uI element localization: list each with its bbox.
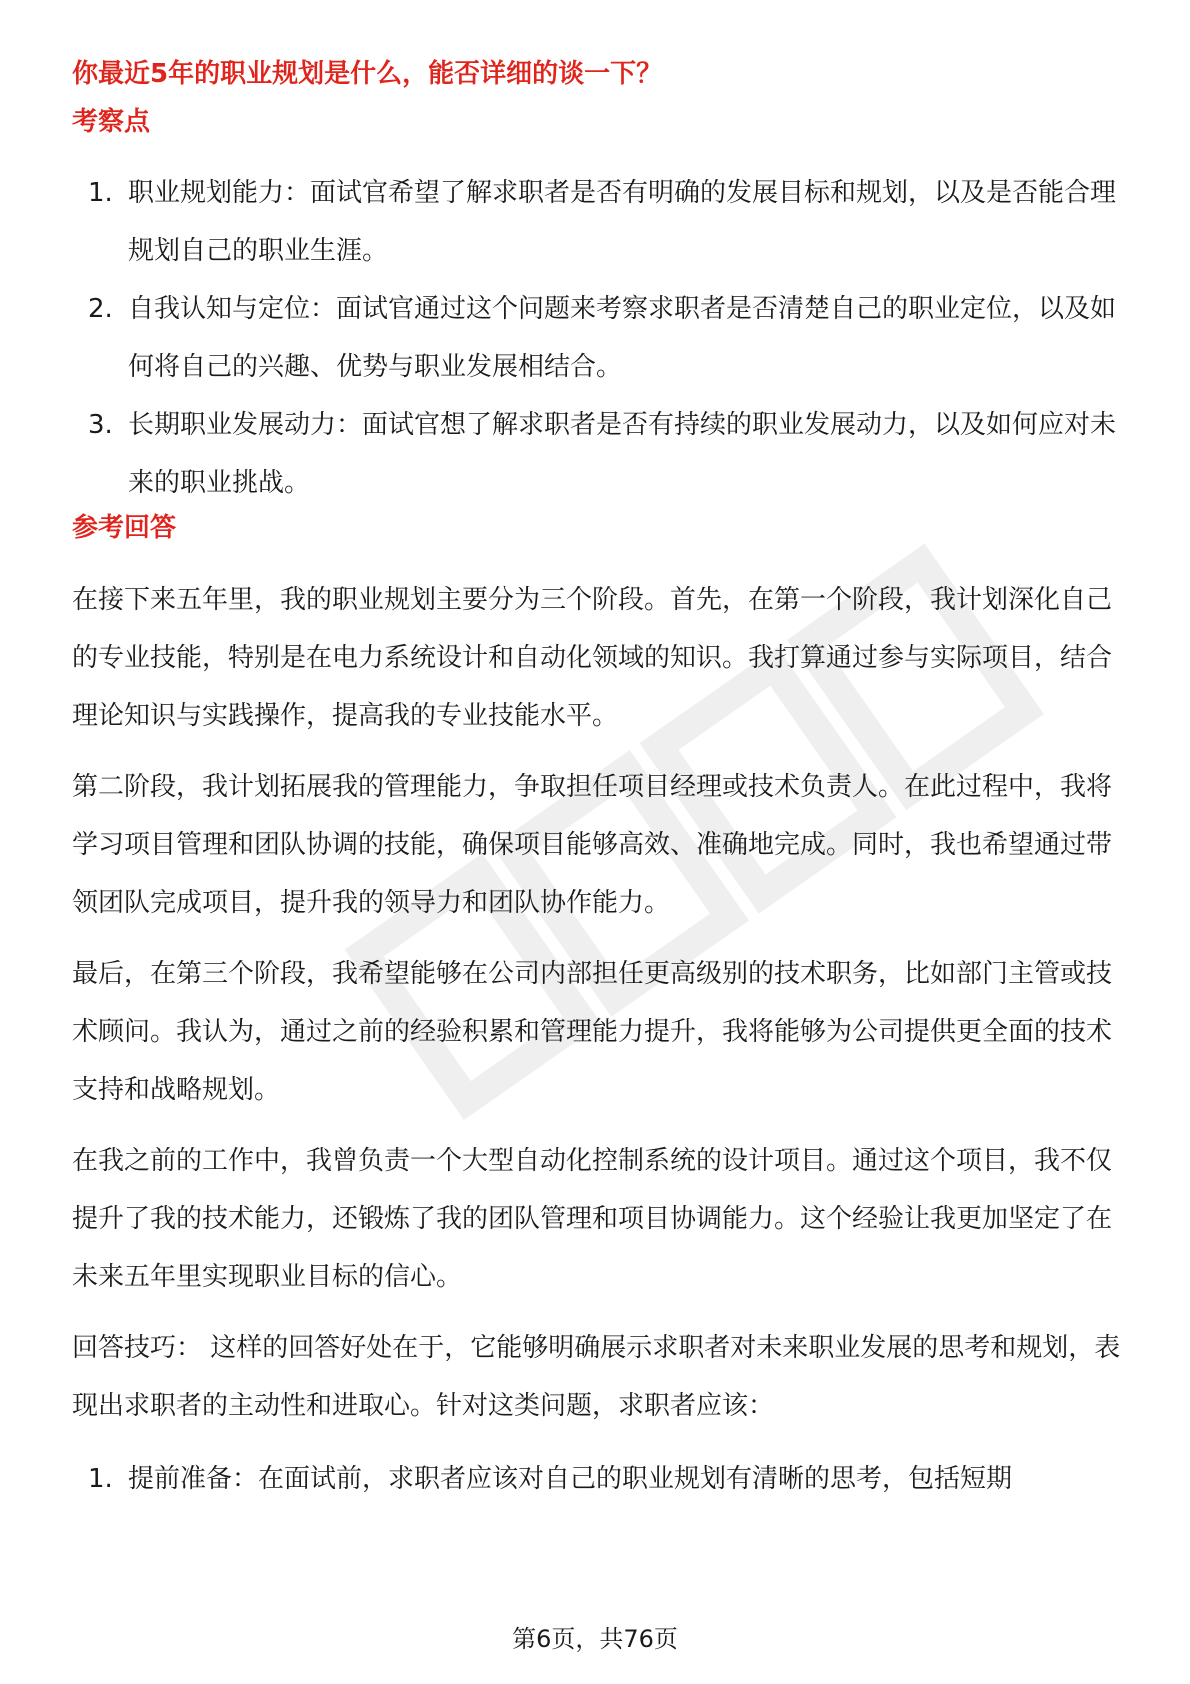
list-item bbox=[72, 1450, 1122, 1508]
list-item bbox=[72, 164, 1122, 280]
list-item bbox=[72, 280, 1122, 396]
tips-list bbox=[72, 1450, 1122, 1508]
list-number: 3. bbox=[88, 410, 113, 440]
list-text: 长期职业发展动力：面试官想了解求职者是否有持续的职业发展动力，以及如何应对未来的职业挑战。 bbox=[128, 410, 1117, 498]
answer-paragraph: 最后，在第三个阶段，我希望能够在公司内部担任更高级别的技术职务，比如部门主管或技术顾问。我认为，通过之前的经验积累和管理能力提升，我将能够为公司提供更全面的技术支持和战略规划。 bbox=[72, 959, 1113, 1105]
page-number-footer: 第6页，共76页 bbox=[512, 1625, 678, 1653]
list-text: 提前准备：在面试前，求职者应该对自己的职业规划有清晰的思考，包括短期 bbox=[128, 1464, 1013, 1494]
list-item bbox=[72, 396, 1122, 512]
section-heading-answer: 参考回答 bbox=[72, 513, 177, 543]
answer-paragraph: 第二阶段，我计划拓展我的管理能力，争取担任项目经理或技术负责人。在此过程中，我将学习项目管理和团队协调的技能，确保项目能够高效、准确地完成。同时，我也希望通过带领团队完成项目，提升我的领导力和团队协作能力。 bbox=[72, 772, 1113, 918]
answer-paragraph: 在我之前的工作中，我曾负责一个大型自动化控制系统的设计项目。通过这个项目，我不仅提升了我的技术能力，还锻炼了我的团队管理和项目协调能力。这个经验让我更加坚定了在未来五年里实现职业目标的信心。 bbox=[72, 1146, 1113, 1292]
list-text: 自我认知与定位：面试官通过这个问题来考察求职者是否清楚自己的职业定位，以及如何将自己的兴趣、优势与职业发展相结合。 bbox=[128, 294, 1117, 382]
tips-intro-paragraph: 回答技巧： 这样的回答好处在于，它能够明确展示求职者对未来职业发展的思考和规划，表现出求职者的主动性和进取心。针对这类问题，求职者应该： bbox=[72, 1333, 1121, 1421]
section-heading-points: 考察点 bbox=[72, 107, 151, 137]
points-list bbox=[72, 164, 1122, 512]
list-text: 职业规划能力：面试官希望了解求职者是否有明确的发展目标和规划，以及是否能合理规划自己的职业生涯。 bbox=[128, 178, 1117, 266]
list-number: 1. bbox=[88, 1464, 113, 1494]
question-title: 你最近5年的职业规划是什么，能否详细的谈一下？ bbox=[72, 59, 663, 89]
list-number: 2. bbox=[88, 294, 113, 324]
list-number: 1. bbox=[88, 178, 113, 208]
answer-paragraph: 在接下来五年里，我的职业规划主要分为三个阶段。首先，在第一个阶段，我计划深化自己的专业技能，特别是在电力系统设计和自动化领域的知识。我打算通过参与实际项目，结合理论知识与实践操作，提高我的专业技能水平。 bbox=[72, 585, 1113, 731]
